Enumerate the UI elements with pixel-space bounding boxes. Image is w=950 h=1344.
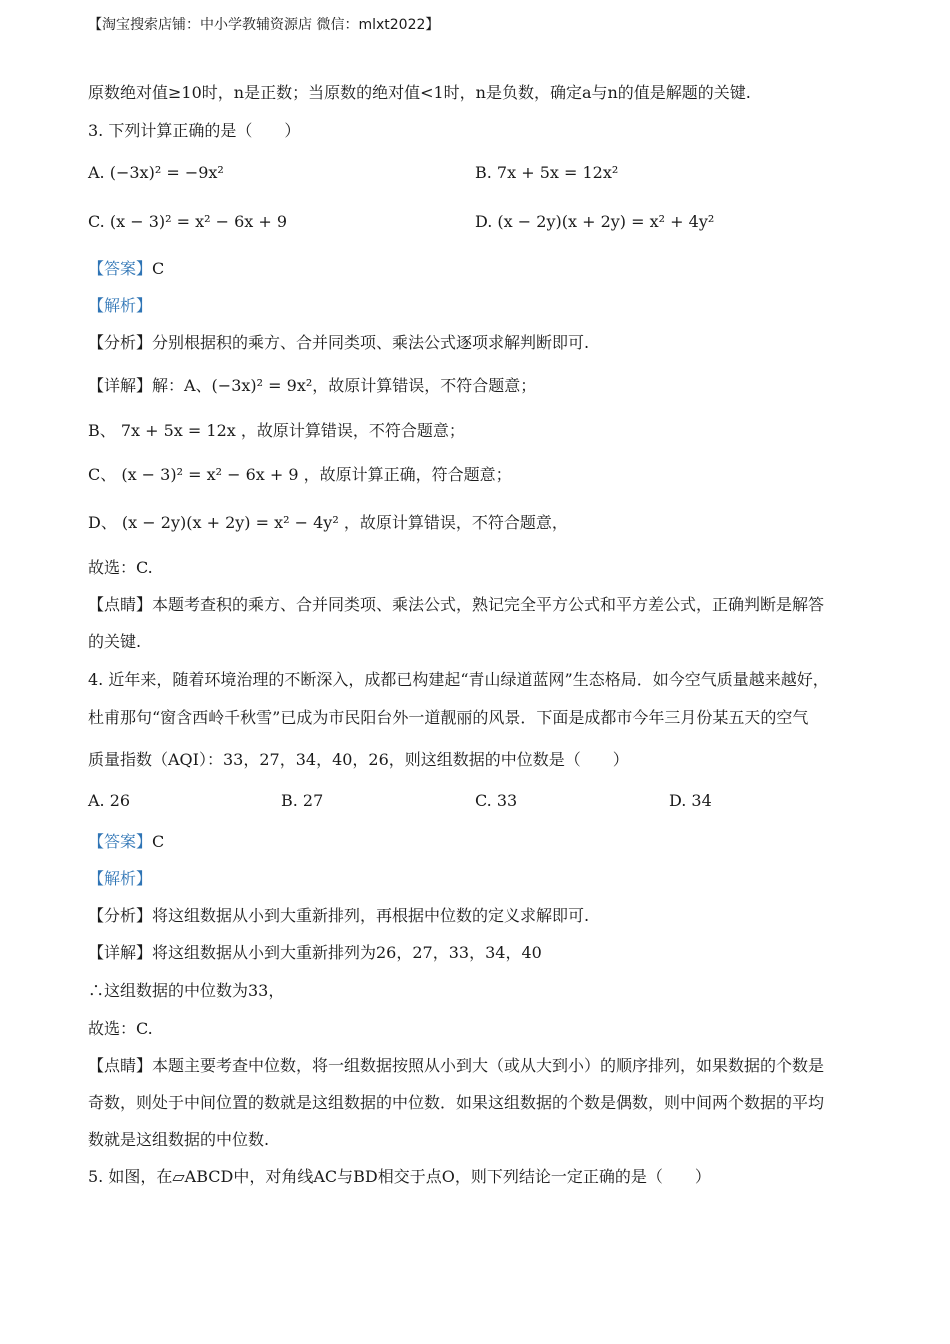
q3-choice: 故选：C.	[88, 558, 153, 577]
question-5-stem: 5. 如图，在▱ABCD中，对角线AC与BD相交于点O，则下列结论一定正确的是（ ）	[88, 1167, 711, 1186]
q3-detail-d: D、 (x − 2y)(x + 2y) = x² − 4y² ，故原计算错误，不符合题意，	[88, 513, 568, 532]
answer-tag: 【答案】	[88, 832, 153, 851]
q4-answer	[88, 829, 164, 852]
q4-choice: 故选：C.	[88, 1019, 153, 1038]
q4-analysis-tag: 【解析】	[88, 869, 153, 888]
q4-therefore: ∴这组数据的中位数为33，	[88, 981, 285, 1000]
q3-analysis-summary: 【分析】分别根据积的乘方、合并同类项、乘法公式逐项求解判断即可.	[88, 333, 590, 352]
q4-detail: 【详解】将这组数据从小到大重新排列为26，27，33，34，40	[88, 943, 542, 962]
answer-value: C	[152, 259, 165, 278]
q3-option-b: B. 7x + 5x = 12x²	[475, 163, 619, 182]
q3-comment-line-2: 的关键.	[88, 632, 142, 651]
q4-comment-line-1: 【点睛】本题主要考查中位数，将一组数据按照从小到大（或从大到小）的顺序排列，如果数据的个数是	[88, 1056, 825, 1075]
q4-option-d: D. 34	[669, 791, 712, 810]
q3-option-d: D. (x − 2y)(x + 2y) = x² + 4y²	[475, 212, 715, 231]
q3-detail-b: B、 7x + 5x = 12x ，故原计算错误，不符合题意；	[88, 421, 465, 440]
q4-option-c: C. 33	[475, 791, 518, 810]
text-line-intro: 原数绝对值≥10时，n是正数；当原数的绝对值<1时，n是负数，确定a与n的值是解题的关键.	[88, 83, 751, 102]
question-4-stem-line-1: 4. 近年来，随着环境治理的不断深入，成都已构建起“青山绿道蓝网”生态格局．如今空气质量越来越好，	[88, 670, 829, 689]
q4-analysis-summary: 【分析】将这组数据从小到大重新排列，再根据中位数的定义求解即可.	[88, 906, 590, 925]
q4-option-a: A. 26	[88, 791, 131, 810]
page-header-banner: 【淘宝搜索店铺：中小学教辅资源店 微信：mlxt2022】	[88, 17, 440, 33]
q4-comment-line-3: 数就是这组数据的中位数.	[88, 1130, 270, 1149]
q4-option-b: B. 27	[281, 791, 324, 810]
question-4-stem-line-3: 质量指数（AQI）：33，27，34，40，26，则这组数据的中位数是（ ）	[88, 750, 629, 769]
q3-option-a: A. (−3x)² = −9x²	[88, 163, 224, 182]
q3-option-c: C. (x − 3)² = x² − 6x + 9	[88, 212, 288, 231]
answer-value: C	[152, 832, 165, 851]
question-4-stem-line-2: 杜甫那句“窗含西岭千秋雪”已成为市民阳台外一道靓丽的风景．下面是成都市今年三月份某五天的空气	[88, 708, 809, 727]
q3-comment-line-1: 【点睛】本题考查积的乘方、合并同类项、乘法公式，熟记完全平方公式和平方差公式，正确判断是解答	[88, 595, 825, 614]
q3-detail-c: C、 (x − 3)² = x² − 6x + 9 ，故原计算正确，符合题意；	[88, 465, 512, 484]
question-3-stem: 3. 下列计算正确的是（ ）	[88, 121, 301, 140]
q3-detail-a: 【详解】解：A、(−3x)² = 9x²，故原计算错误，不符合题意；	[88, 376, 537, 395]
q4-comment-line-2: 奇数，则处于中间位置的数就是这组数据的中位数．如果这组数据的个数是偶数，则中间两个数据的平均	[88, 1093, 825, 1112]
answer-tag: 【答案】	[88, 259, 153, 278]
q3-answer	[88, 256, 164, 279]
q3-analysis-tag: 【解析】	[88, 296, 153, 315]
